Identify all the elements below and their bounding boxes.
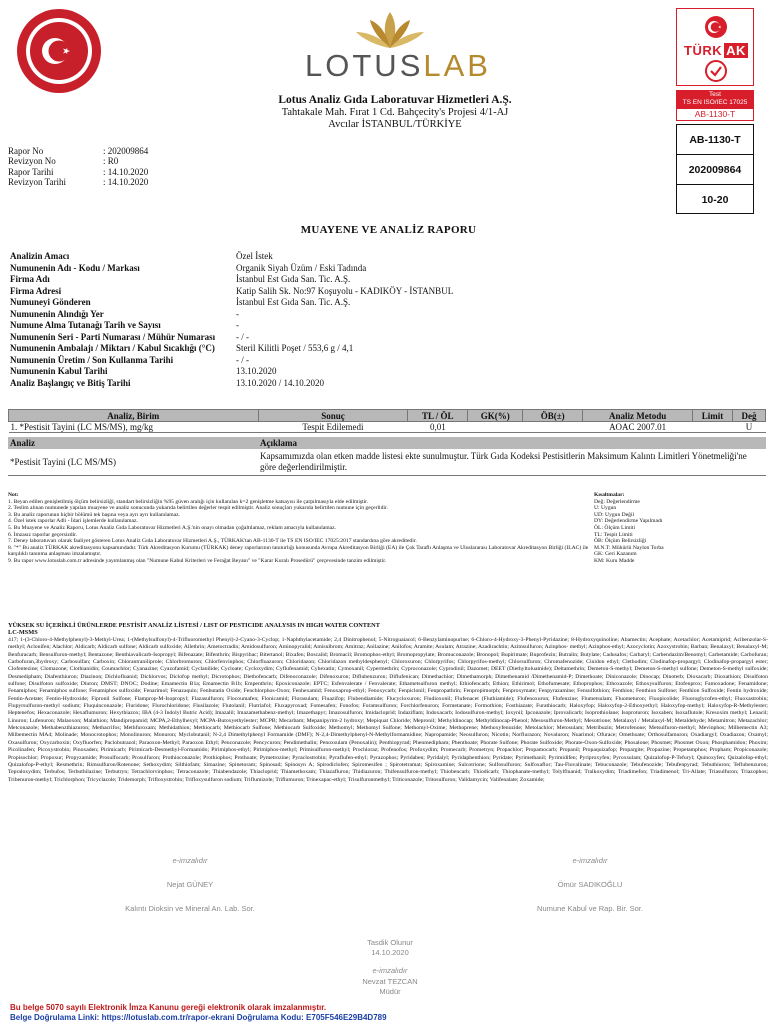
- field-value: -: [236, 320, 239, 330]
- field-label: Firma Adresi: [10, 285, 62, 296]
- field-label: Numunenin Kabul Tarihi: [10, 366, 108, 376]
- note-item: 5. Bu Muayene ve Analiz Raporu, Lotus Analiz Gıda Laboratuvar Hizmetleri A.Ş.'nin onayı olmadan çoğaltılamaz, reklam amacıyla kullanılamaz.: [8, 524, 336, 531]
- results-cell: U: [732, 422, 765, 433]
- field-value: 13.10.2020: [236, 366, 277, 376]
- note-item: 7. Deney laboratuvarı olarak faaliyet gösteren Lotus Analiz Gıda Laboratuvar Hizmetleri A.Ş., TÜRKAK'tan AB-1130-T ile TS EN ISO/IEC 17025:2017 standardına göre akreditedir.: [8, 538, 417, 545]
- note-item: 9. Bu rapor www.lotuslab.com.tr adresinde yayımlanmış olan "Numune Kabul Kriterleri ve Ferağat Beyanı" ve "Karar Kuralı Prosedürü" çerçevesinde tanzim edilmiştir.: [8, 557, 387, 564]
- signature-left-status: e-imzalıdır: [172, 856, 208, 865]
- field-value: Katip Salih Sk. No:97 Koşuyolu - KADIKÖY - İSTANBUL: [236, 285, 454, 296]
- results-cell: [693, 422, 733, 433]
- abbreviations-section: Kısaltmalar: Değ: Değerlendirme U: Uygun UD: Uygun Değil DY: Değerlendirme Yapılmadı ÖL: Ölçüm Limiti TL: Tespit Limiti ÖB: Ölçüm Belirsizliği M.N.T: Mühürlü Naylon Torba GK: Geri Kazanım KM: Kuru Madde: [594, 492, 764, 565]
- sample-fields: [10, 251, 453, 389]
- field-value: Steril Kilitli Poşet / 553,6 g / 4,1: [236, 343, 354, 353]
- turkak-test-label: Test TS EN ISO/IEC 17025: [676, 90, 754, 108]
- results-header-cell: ÖB(±): [523, 410, 583, 422]
- results-header-cell: Limit: [693, 410, 733, 422]
- company-name: Lotus Analiz Gıda Laboratuvar Hizmetleri A.Ş.: [278, 94, 512, 106]
- checkmark-icon: [704, 59, 728, 83]
- assessment-header-description: Açıklama: [258, 437, 766, 449]
- results-header-cell: Analiz Metodu: [583, 410, 693, 422]
- signature-right-status: e-imzalıdır: [572, 856, 608, 865]
- field-value: Organik Siyah Üzüm / Eski Tadında: [236, 262, 367, 273]
- field-value: İstanbul Est Gıda San. Tic. A.Ş.: [236, 274, 351, 284]
- meta-label: Rapor Tarihi: [8, 166, 54, 177]
- page-title: MUAYENE VE ANALİZ RAPORU: [300, 224, 477, 236]
- field-row: [10, 378, 453, 390]
- field-label: Numunenin Adı - Kodu / Markası: [10, 262, 140, 273]
- footer-warning: Bu belge 5070 sayılı Elektronik İmza Kanunu gereği elektronik olarak imzalanmıştır. Belge Doğrulama Linki: https://lotuslab.com.tr/rapor-ekrani Doğrulama Kodu: E705F546E29B4D789: [10, 1003, 387, 1022]
- assessment-text: Kapsamımızda olan etken madde listesi ekte sunulmuştur. Türk Gıda Kodeksi Pestisitlerin Maksimum Kalıntı Limitleri Yönetmeliği'ne göre değerlendirilmiştir.: [258, 449, 766, 476]
- field-value: - / -: [236, 354, 249, 365]
- abbreviation-item: M.N.T: Mühürlü Naylon Torba: [594, 544, 664, 551]
- signature-left-role: Kalıntı Dioksin ve Mineral An. Lab. Sor.: [125, 904, 255, 913]
- signature-left-name: Nejat GÜNEY: [166, 880, 214, 889]
- results-cell: Tespit Edilemedi: [258, 422, 408, 433]
- accreditation-code-small: AB-1130-T: [676, 108, 754, 121]
- meta-row: [8, 177, 148, 187]
- meta-label: Revizyon Tarihi: [8, 176, 66, 187]
- page-number: 10-20: [701, 194, 729, 206]
- meta-value: : 14.10.2020: [103, 176, 149, 187]
- field-row: [10, 343, 453, 355]
- note-item: 4. Özel istek raporlar Adli - İdari işlemlerde kullanılamaz.: [8, 518, 138, 525]
- pesticide-list-title: YÜKSEK SU İÇERİKLİ ÜRÜNLERDE PESTİSİT ANALİZ LİSTESİ / LIST OF PESTICIDE ANALYSIS IN HIGH WATER CONTENT LC-MSMS: [8, 622, 380, 636]
- field-label: Analizin Amacı: [10, 251, 70, 261]
- meta-value: : 202009864: [103, 146, 149, 156]
- results-cell: AOAC 2007.01: [583, 422, 693, 433]
- accreditation-code: AB-1130-T: [677, 125, 753, 155]
- approval-label: Tasdik Olunur: [367, 938, 413, 947]
- field-row: [10, 297, 453, 309]
- field-value: 13.10.2020 / 14.10.2020: [236, 377, 325, 388]
- field-label: Analiz Başlangıç ve Bitiş Tarihi: [10, 377, 131, 388]
- field-row: [10, 355, 453, 367]
- report-number: 202009864: [677, 155, 753, 185]
- field-row: [10, 274, 453, 286]
- results-header-cell: Değ: [732, 410, 765, 422]
- brand-wordmark: LOTUSLAB: [305, 48, 491, 83]
- results-cell: [468, 422, 523, 433]
- report-meta: [8, 146, 148, 187]
- results-header-cell: TL / ÖL: [408, 410, 468, 422]
- abbreviation-item: KM: Kuru Madde: [594, 557, 635, 564]
- meta-value: : 14.10.2020: [103, 166, 149, 177]
- ministry-seal-logo: [16, 8, 102, 94]
- results-cell: [523, 422, 583, 433]
- results-header-cell: Analiz, Birim: [9, 410, 259, 422]
- abbreviation-item: GK: Geri Kazanım: [594, 551, 637, 558]
- signature-center-name: Nevzat TEZCAN: [362, 977, 418, 986]
- note-item: 6. İmzasız raporlar geçersizdir.: [8, 531, 78, 538]
- results-cell: 0,01: [408, 422, 468, 433]
- pesticide-list: 417; 1-(3-Chloro-4-Methylphenyl)-3-Methyl-Urea; 1-(Methylsulfonyl)-4-Trifluoromethyl Phenyl)-2-Cyano-3-Cyclop; 1-Naphthylacetamide; 2,4 Dinitrophenol; 5-Nitroguaiacol; 6-Benzylaminopurine; 6-Chloro-4-Hydroxy-3-Phenyl-Pyridazine; 8-Hydroxyquinoline; Abamectin; Acephate; Acetachlor; Acetamiprid; Acibenzolar-S-methyl; Aclonifen; Alachlor; Aldicarb; Aldicarb sulfone; Aldicarb sulfoxide; Allethrin; Ametoctradin; Amidosulfuron; Aminopyralid; Amisulbrom; Amitraz; Anilazine; Anilofos; Aramite; Asulam; Atrazine; Azadirachtin; Azimsulfuron; Azinphos- methyl; Azinphos-ethyl; Azocyclotin; Azoxystrobin; Barban; Benalaxyl; Benalaxyl-M; Benfuracarb; Bensulfuron-methyl; Bentazone; Benthiavalicarb-Isopropyl; Bifenazate; Bifenthrin; Bispyribac; Bitertanol; Bixafen; Boscalid; Bromacil; Bromophos-ethyl; Bromopropylate; Bromuconazole; Bronopol; Bupirimate; Buprofezin; Butralin; Butylate; Cadusafos; Carbaryl; Carbendazim/Benomyl; Carbetamide; Carbofuran; Carbofuran,3hydroxy; Carbosulfan; Carboxin; Chlorantraniliprole; Chlorbromuron; Chlorfenvinphos; Chlorfluazuron; Chloridazon; Chloridazon methyldesphenyl; Chloroxuron; Chlorpyrifos; Chlorpyrifos-methyl; Chlorsulfuron; Chromafenozide; Cinidon ethyl; Clethodim; Clodinafop-propargyl; Clodinafop-propargyl ester; Clofentezine; Clomazone; Clothianidin; Coumachlor; Cyanazine; Cyazofamid; Cyclanilide; Cycloate; Cycloxydim; Cyflufenamid; Cyhexatin; Cymoxanil; Cypermethrin; Cyproconazole; Cyprodinil; Dazomet; DEET (Diethyltoluamide); Deltamethrin; Demeton-S-methyl; Demeton-S-methyl sulfone; Demeton-S-methyl sulfoxide; Desmedipham; Diafenthiuron; Diazinon; Dichlofluanid; Dichlorvos; Diclofop methyl; Dicrotophos; Diethofencarb; Difenoconazole; Difenoxuron; Diflubenzuron; Diflufenican; Dimethachlor; Dimethamorph; Dimethenamid /Dimethenamid-P; Dimethoate; Diniconazole; Dinocap; Dinoterb; Dioxacarb; Dioxathion; Disulfoton sulfone; Disulfoton sulfoxide; Diuron; DMST; DNOC; Dodine; Emamectin B1a; Emamectin B1b; Empenthrin; Epoxiconazole; EPTC; Esfenvalerate / Fenvalerate; Ethametsulfuron methyl; Ethiofencarb; Ethion; Ethirimol; Ethofumesate; Ethoprophos; Ethoxazole; Ethoxysulfuron; Etofenprox; Famoxadone; Fenamidone; Fenamiphos; Fenamiphos sulfone; Fenamiphos sulfoxide; Fenarimol; Fenazaquin; Fenbutatin Oxide; Fenchlorphos-Oxon; Fenhexamid; Fenoxaprop-ethyl; Fenoxycarb; Fenpiclonil; Fenpropathrin; Fenpropimorph; Fenproxymate; Fenpyrazamine; Fensulfothion; Fenthion; Fenthion Sulfone; Fenthion Sulfoxide; Fentin hydroxide; Fentin-Acetate; Fentin-Hydroxide; Fipronil Sulfone; Flamprop-M-Isopropyl; Flazasulfuron; Flocoumafen; Flonicamid; Florasulam; Fluazifop; Flubendiamide; Flucycloxuron; Fludioxonil; Flufenacet (Fluthiamide); Flufenoxuron; Flufenzine; Flumetsulam; Fluometuron; Fluopicolide; Fluoroglycofen-ethyl; Fluoxastrobin; Flupyrsulfuron-methyl sodium; Fluquinconazole; Fluridone; Flurochloridone; Flusilazole; Flutolanil; Flutriafol; Fluxapyroxad; Fomesafen; Fonofos; Foramsulfuron; Forchlorfenuron; Formetanate; Formothion; Fosthiazate; Furathiocarb; Haloxyfop; Haloxyfop-2-Ethoxyethyl; Haloxyfop-methyl; Haloxyfop-R-Methylester; Heptenefos; Hexaconazole; Hexaflumuron; Hexythiazox; IBA (4-3 İndolyl Butric Acid); Imazalil; Imazamethabenz-methyl; Imazethapyr; Imazosulfuron; Imidacloprid; Indaziflam; Indoxacarb; Iodosulfuron-methyl; Ioxynil; Ipconazole; Iprovalicarb; Isoprothiolane; Isoproturon; Isoxaben; Isoxaflutole; Kresoxim methyl; Lenacil; Linuron; Lufenuron; Malaoxon; Malathion; Mandipropamid; MCPA,2-Ethylhexyl; MCPA-Butoxyethylester; MCPB; Mecarbam; Mepanipyrim-2 hydroxy; Mepiquat Chloride; Mepronil; Methyldinocap; Methyldinocap-Phenol; Mesosulfuron-Methyl; Mesotrione; Metalaxyl / Metalaxyl-M; Metaldehyde; Metamitron; Metazachlor; Metconazole; Methabenzthiazuron; Methacrifos; Methfuroxam; Methidathion; Methiocarb; Methiocarb Sulfone; Methiocarb Sulfoxide; Methomyl; Methomyl Sulfone; Methomyl-Oxime; Methoprene; Methoxyfenozide; Metolachlor; Metosulam; Metribuzin; Metrofenone; Metsulfuron-methyl; Mevinphos; Milbemectin A3; Milbemectin MA4; Molinade; Monocrotophos; Monolinuron; Monuron; Myclobutanil; N-2,4 Dimethylphenyl Formamide (DMF); N-2,4-Dimethylphenyl-N-Methylformamidine; Napropamide; Neosulfuron; Nicotin; Norflurazon; Novaluron; Nuarimol; Ofurace; Omethoate; Orthosulfamuron; Oxadiargyl; Oxadiazon; Oxamyl; Oxasulfuron; Oxycarboxin; Oxyfluorfen; Paclobutrazol; Paraoxon-Methyl; Paraoxon Ethyl; Penconazole; Pencycuron; Pendimethalin; Penoxsulam (Penoxalin); Penthiopyrad; Phenmedipham; Phenthoate; Phorate Sulfone; Phorate Sulfoxide; Phorate-Oxon-Sulfoxide; Phosalone; Phosmet; Phosmet Oxon; Phosphamidon; Phoxim; Picolinafen; Picoxystrobin; Pinoxaden; Pirimicarb; Pirimicarb-Desmethyl-Formamido; Pirimiphos-ethyl; Pirimiphos-methyl; Primisulfuron-methyl; Prochloraz; Profenofos; Profoxydim; Promecarb; Prometryn; Propachlor; Propamocarb; Propanil; Propaquizafop; Propargite; Propazine; Propetamphos; Propham; Propiconazole; Propisochlor; Propoxur; Propyzamide; Prosulfocarb; Prosulfuron; Prothioconazole; Prothiophos; Prothoate; Pymetrozine; Pyraclostrobin; Pyraflufen-ethyl; Pyrazophos; Pyridaben; Pyridalyl; Pyridaphenthion; Pyridate; Pyrimethanil; Pyrimidifen; Pyriproxyfen; Pyroxsulam; Quizalofop-P-Tefuryl; Quinoxyfen; Quizalofop-ethyl; Quizalofop-P-ethyl; Resmethrin; Rimsulfuron/Rotenone; Sethoxydim; Silthiofam; Simazine; Spinetoram; Spinosad; Spinosyn A; Spirodiclofen; Spiromesifen ; Spirotetramat; Spiroxamine; Sulcotrione; Sulfosulfuron; Sulfoxaflor; Tau-Fluvalinate; Tebuconazole; Tebufenozide; Tebufenpyrad; Tebuthiuron; Teflubenzuron; Tepraloxydim; Terbufos; Terbuthilazine; Terbutryn; Tetrachlorvinphos; Tetraconazole; Thiabendazole; Thiacloprid; Thiamethoxam; Thiazafluron; Thidiazuron; Thifensulfuron-methyl; Thiobencarb; Thiodicarb; Thiophanate-methyl; Tolylfluanid; Tralkoxydim; Triadimefon; Triadimenol; Tri-Allate; Triasulfuron; Triazophos; Tribenuron-methyl; Trichlorphon; Tricyclazole; Tridemorph; Trifloxystrobin; Trifloxysulfuron sodium; Triflumizole; Triflumuron; Trinexapac-ethyl; Trisulfuronmethyl; Triticonazole; Tritosulfuron; Validamycin; Valifenalate; Zoxamide;: [8, 637, 768, 783]
- abbreviation-item: ÖL: Ölçüm Limiti: [594, 524, 636, 531]
- field-row: [10, 286, 453, 298]
- field-row: [10, 309, 453, 321]
- meta-label: Rapor No: [8, 146, 44, 156]
- field-value: Özel İstek: [236, 251, 273, 261]
- abbreviation-item: UD: Uygun Değil: [594, 511, 635, 518]
- signature-right-role: Numune Kabul ve Rap. Bir. Sor.: [537, 904, 643, 913]
- meta-value: : R0: [103, 156, 119, 167]
- field-label: Numuneyi Gönderen: [10, 297, 91, 307]
- signature-center-status: e-imzalıdır: [372, 966, 408, 975]
- field-label: Numunenin Seri - Parti Numarası / Mühür Numarası: [10, 331, 216, 342]
- assessment-analysis: *Pestisit Tayini (LC MS/MS): [8, 449, 258, 476]
- signature-right-name: Ömür SADIKOĞLU: [557, 880, 623, 889]
- turkish-flag-icon: [704, 15, 728, 39]
- field-row: [10, 320, 453, 332]
- verification-code: E705F546E29B4D789: [306, 1013, 387, 1022]
- field-row: [10, 263, 453, 275]
- field-label: Firma Adı: [10, 274, 50, 284]
- field-label: Numunenin Ambalajı / Miktarı / Kabul Sıcaklığı (°C): [10, 343, 215, 353]
- lotus-flower-icon: [350, 10, 430, 52]
- abbreviation-item: Değ: Değerlendirme: [594, 498, 640, 505]
- notes-section: Not: 1. Beyan edilen genişletilmiş ölçüm belirsizliği, standart belirsizliğin %95 güven aralığı için kullanılan k=2 genişletme katsayısı ile çarpılmasıyla elde edilmiştir. 2. Teslim alınan numunede yapılan muayene ve analiz sonucunda yukarıda belirtilen değerler tespit edilmiştir. Analiz sonuçları yukarıda belirtilen numune için geçerlidir. 3. Bu analiz raporunun hiçbir bölümü tek başına veya ayrı ayrı kullanılamaz. 4. Özel istek raporlar Adli - İdari işlemlerde kullanılamaz. 5. Bu Muayene ve Analiz Raporu, Lotus Analiz Gıda Laboratuvar Hizmetleri A.Ş.'nin onayı olmadan çoğaltılamaz, reklam amacıyla kullanılamaz. 6. İmzasız raporlar geçersizdir. 7. Deney laboratuvarı olarak faaliyet gösteren Lotus Analiz Gıda Laboratuvar Hizmetleri A.Ş., TÜRKAK'tan AB-1130-T ile TS EN ISO/IEC 17025:2017 standardına göre akreditedir. 8. "*" Bu analiz TÜRKAK akreditasyonu kapsamındadır. Türk Akreditasyon Kurumu (TÜRKAK) deney raporlarının tanınırlığı konusunda Avrupa Akreditasyon Birliği (EA) ile Çok Taraflı Anlaşma ve Uluslararası Laboratuvar Akreditasyon Birliği (ILAC) ile karşılıklı tanınma anlaşması imzalamıştır. 9. Bu rapor www.lotuslab.com.tr adresinde yayımlanmış olan "Numune Kabul Kriterleri ve Ferağat Beyanı" ve "Karar Kuralı Prosedürü" çerçevesinde tanzim edilmiştir.: [8, 492, 598, 565]
- field-label: Numunenin Alındığı Yer: [10, 308, 104, 319]
- field-label: Numune Alma Tutanağı Tarih ve Sayısı: [10, 320, 161, 330]
- meta-label: Revizyon No: [8, 156, 56, 167]
- signature-center-role: Müdür: [379, 987, 401, 996]
- results-cell: 1. *Pestisit Tayini (LC MS/MS), mg/kg: [9, 422, 259, 433]
- field-row: [10, 366, 453, 378]
- note-item: 2. Teslim alınan numunede yapılan muayene ve analiz sonucunda yukarıda belirtilen değerler tespit edilmiştir. Analiz sonuçları yukarıda belirtilen numune için geçerlidir.: [8, 505, 388, 512]
- abbreviation-item: TL: Tespit Limiti: [594, 531, 633, 538]
- results-table: [8, 409, 766, 433]
- verification-link[interactable]: https://lotuslab.com.tr/rapor-ekrani: [101, 1013, 235, 1022]
- field-label: Numunenin Üretim / Son Kullanma Tarihi: [10, 354, 174, 365]
- results-header-cell: Sonuç: [258, 410, 408, 422]
- note-item: 8. "*" Bu analiz TÜRKAK akreditasyonu kapsamındadır. Türk Akreditasyon Kurumu (TÜRKAK) deney raporlarının tanınırlığı konusunda Avrupa Akreditasyon Birliği (EA) ile Çok Taraflı Anlaşma ve Uluslararası Laboratuvar Akreditasyon Birliği (ILAC) ile karşılıklı tanınma anlaşması imzalamıştır.: [8, 544, 589, 558]
- meta-row: [8, 167, 148, 177]
- turkak-logo: TÜRK AK: [676, 8, 754, 86]
- note-item: 3. Bu analiz raporunun hiçbir bölümü tek başına veya ayrı ayrı kullanılamaz.: [8, 511, 180, 518]
- note-item: 1. Beyan edilen genişletilmiş ölçüm belirsizliği, standart belirsizliğin %95 güven aralığı için kullanılan k=2 genişletme katsayısı ile çarpılmasıyla elde edilmiştir.: [8, 498, 369, 505]
- abbreviation-item: DY: Değerlendirme Yapılmadı: [594, 518, 663, 525]
- report-info-box: [676, 124, 754, 214]
- abbreviation-item: U: Uygun: [594, 505, 617, 512]
- meta-row: [8, 146, 148, 156]
- meta-row: [8, 156, 148, 166]
- company-address: Tahtakale Mah. Fırat 1 Cd. Bahçecity's Projesi 4/1-AJ Avcılar İSTANBUL/TÜRKİYE: [281, 107, 509, 130]
- assessment-table: [8, 437, 766, 476]
- approval-date: 14.10.2020: [371, 948, 409, 957]
- field-row: [10, 332, 453, 344]
- field-value: -: [236, 308, 239, 319]
- assessment-header-analysis: Analiz: [8, 437, 258, 449]
- results-header-cell: GK(%): [468, 410, 523, 422]
- abbreviation-item: ÖB: Ölçüm Belirsizliği: [594, 538, 647, 545]
- field-value: - / -: [236, 331, 249, 342]
- field-row: [10, 251, 453, 263]
- field-value: İstanbul Est Gıda San. Tic. A.Ş.: [236, 297, 351, 307]
- table-row: [9, 422, 766, 433]
